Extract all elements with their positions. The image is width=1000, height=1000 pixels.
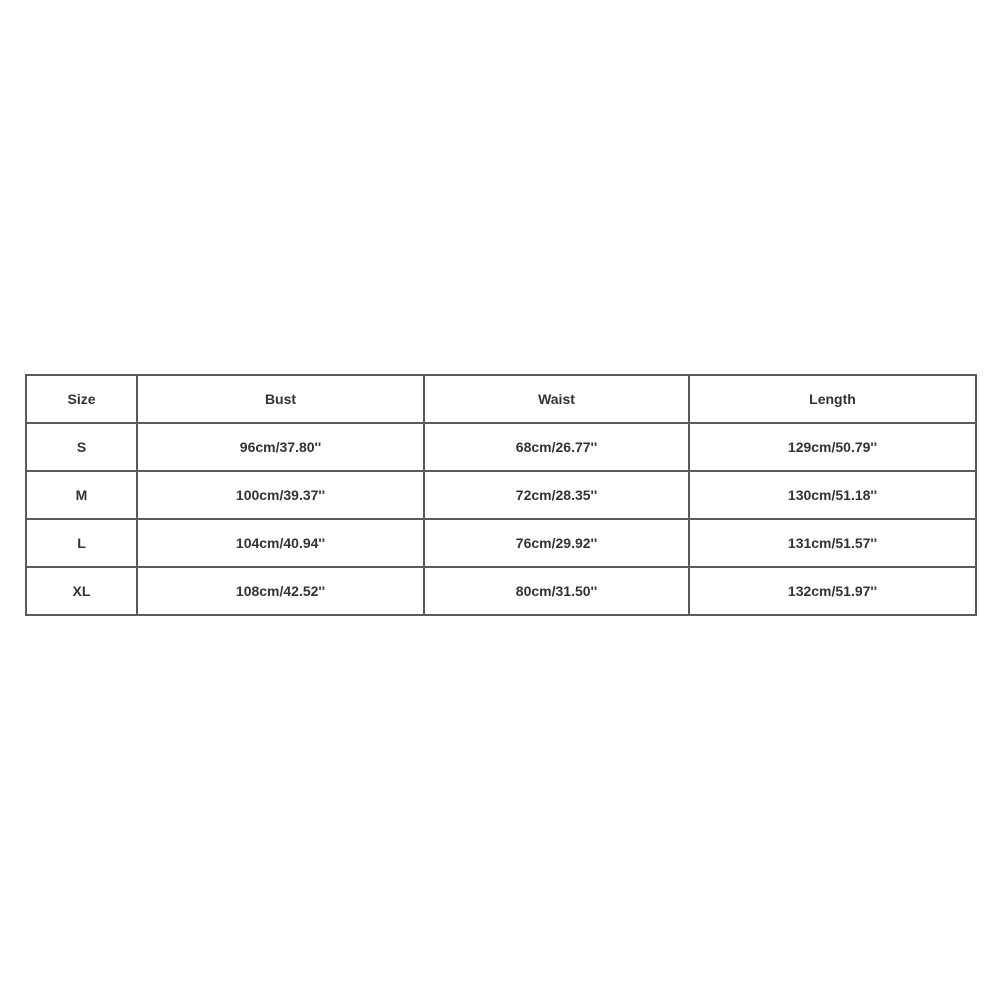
cell-waist: 68cm/26.77'' bbox=[424, 423, 689, 471]
header-length: Length bbox=[689, 375, 976, 423]
cell-bust: 96cm/37.80'' bbox=[137, 423, 424, 471]
cell-size: S bbox=[26, 423, 137, 471]
cell-size: L bbox=[26, 519, 137, 567]
cell-bust: 104cm/40.94'' bbox=[137, 519, 424, 567]
cell-bust: 108cm/42.52'' bbox=[137, 567, 424, 615]
cell-length: 131cm/51.57'' bbox=[689, 519, 976, 567]
cell-bust: 100cm/39.37'' bbox=[137, 471, 424, 519]
header-size: Size bbox=[26, 375, 137, 423]
table-row bbox=[26, 567, 976, 615]
header-waist: Waist bbox=[424, 375, 689, 423]
cell-length: 129cm/50.79'' bbox=[689, 423, 976, 471]
cell-size: XL bbox=[26, 567, 137, 615]
cell-length: 132cm/51.97'' bbox=[689, 567, 976, 615]
size-chart-table bbox=[25, 374, 977, 616]
cell-waist: 76cm/29.92'' bbox=[424, 519, 689, 567]
header-bust: Bust bbox=[137, 375, 424, 423]
table-header-row bbox=[26, 375, 976, 423]
table-row bbox=[26, 519, 976, 567]
cell-waist: 80cm/31.50'' bbox=[424, 567, 689, 615]
cell-waist: 72cm/28.35'' bbox=[424, 471, 689, 519]
cell-size: M bbox=[26, 471, 137, 519]
cell-length: 130cm/51.18'' bbox=[689, 471, 976, 519]
table-row bbox=[26, 423, 976, 471]
table-row bbox=[26, 471, 976, 519]
